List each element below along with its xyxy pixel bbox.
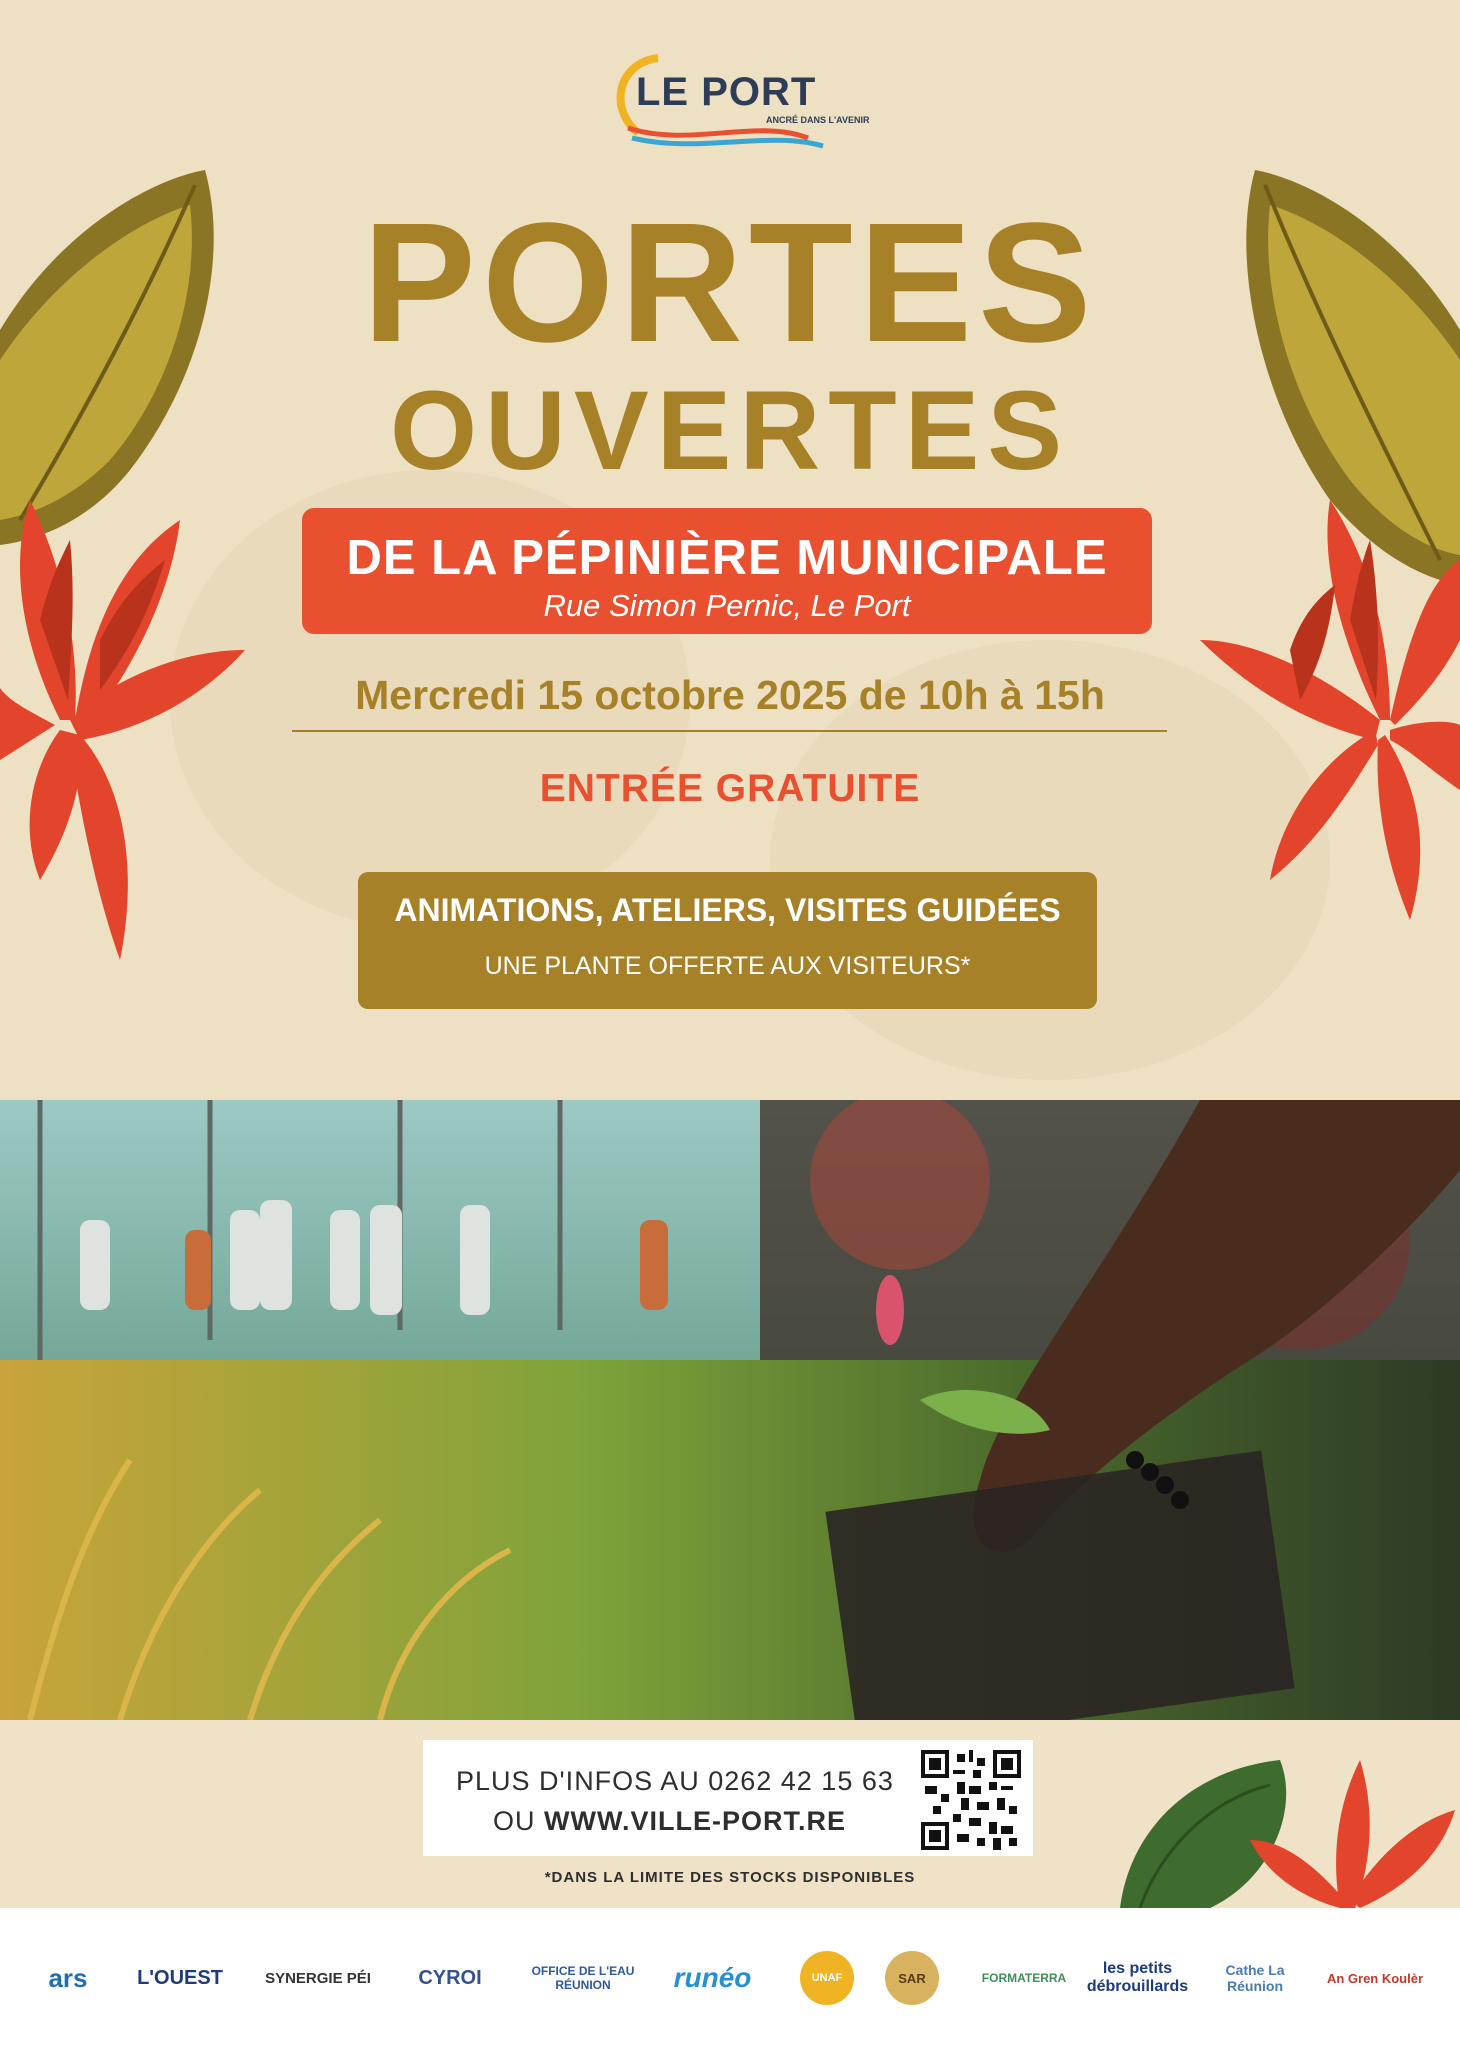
contact-web-prefix: OU: [493, 1806, 545, 1836]
partner-sar: SAR: [885, 1951, 939, 2005]
partner-runeo: runéo: [673, 1962, 752, 1993]
title-line-1: PORTES: [362, 188, 1098, 378]
contact-card: [423, 1740, 1033, 1856]
contact-website[interactable]: WWW.VILLE-PORT.RE: [544, 1806, 846, 1836]
partner-petits-debrouillards: les petits débrouillards: [1086, 1960, 1189, 1995]
contact-web-line: [493, 1806, 846, 1837]
location-banner: [302, 508, 1152, 634]
partner-formaterra: FORMATERRA: [981, 1971, 1067, 1985]
entry-info: ENTRÉE GRATUITE: [539, 767, 921, 810]
activities-banner: [358, 872, 1097, 1009]
partner-ars: ars: [48, 1962, 88, 1993]
contact-phone: PLUS D'INFOS AU 0262 42 15 63: [456, 1766, 894, 1796]
partner-an-gren-kouler: An Gren Koulèr: [1326, 1970, 1424, 1986]
logo-name: LE PORT: [636, 70, 817, 114]
partner-synergie-pei: SYNERGIE PÉI: [265, 1969, 371, 1987]
location-title: DE LA PÉPINIÈRE MUNICIPALE: [346, 531, 1108, 585]
logo-tagline: ANCRÉ DANS L'AVENIR: [766, 115, 870, 125]
location-address: Rue Simon Pernic, Le Port: [543, 588, 911, 623]
activities-title: ANIMATIONS, ATELIERS, VISITES GUIDÉES: [394, 892, 1061, 928]
partner-office-eau: OFFICE DE L'EAU RÉUNION: [531, 1964, 635, 1992]
event-date: Mercredi 15 octobre 2025 de 10h à 15h: [355, 672, 1105, 718]
partner-cyroi: CYROI: [418, 1966, 482, 1989]
le-port-logo: [598, 48, 888, 158]
title-line-2: OUVERTES: [389, 368, 1071, 493]
partner-ouest: L'OUEST: [137, 1966, 223, 1989]
partner-cathe: Cathe La Réunion: [1225, 1962, 1285, 1994]
footnote: *DANS LA LIMITE DES STOCKS DISPONIBLES: [544, 1869, 916, 1886]
activities-gift: UNE PLANTE OFFERTE AUX VISITEURS*: [484, 952, 971, 980]
date-divider: [292, 730, 1167, 732]
partner-logos: [0, 1908, 1460, 2048]
qr-code-icon[interactable]: [921, 1750, 1021, 1850]
nursery-photo: [0, 1100, 1460, 1720]
partner-unaf: UNAF: [800, 1951, 854, 2005]
